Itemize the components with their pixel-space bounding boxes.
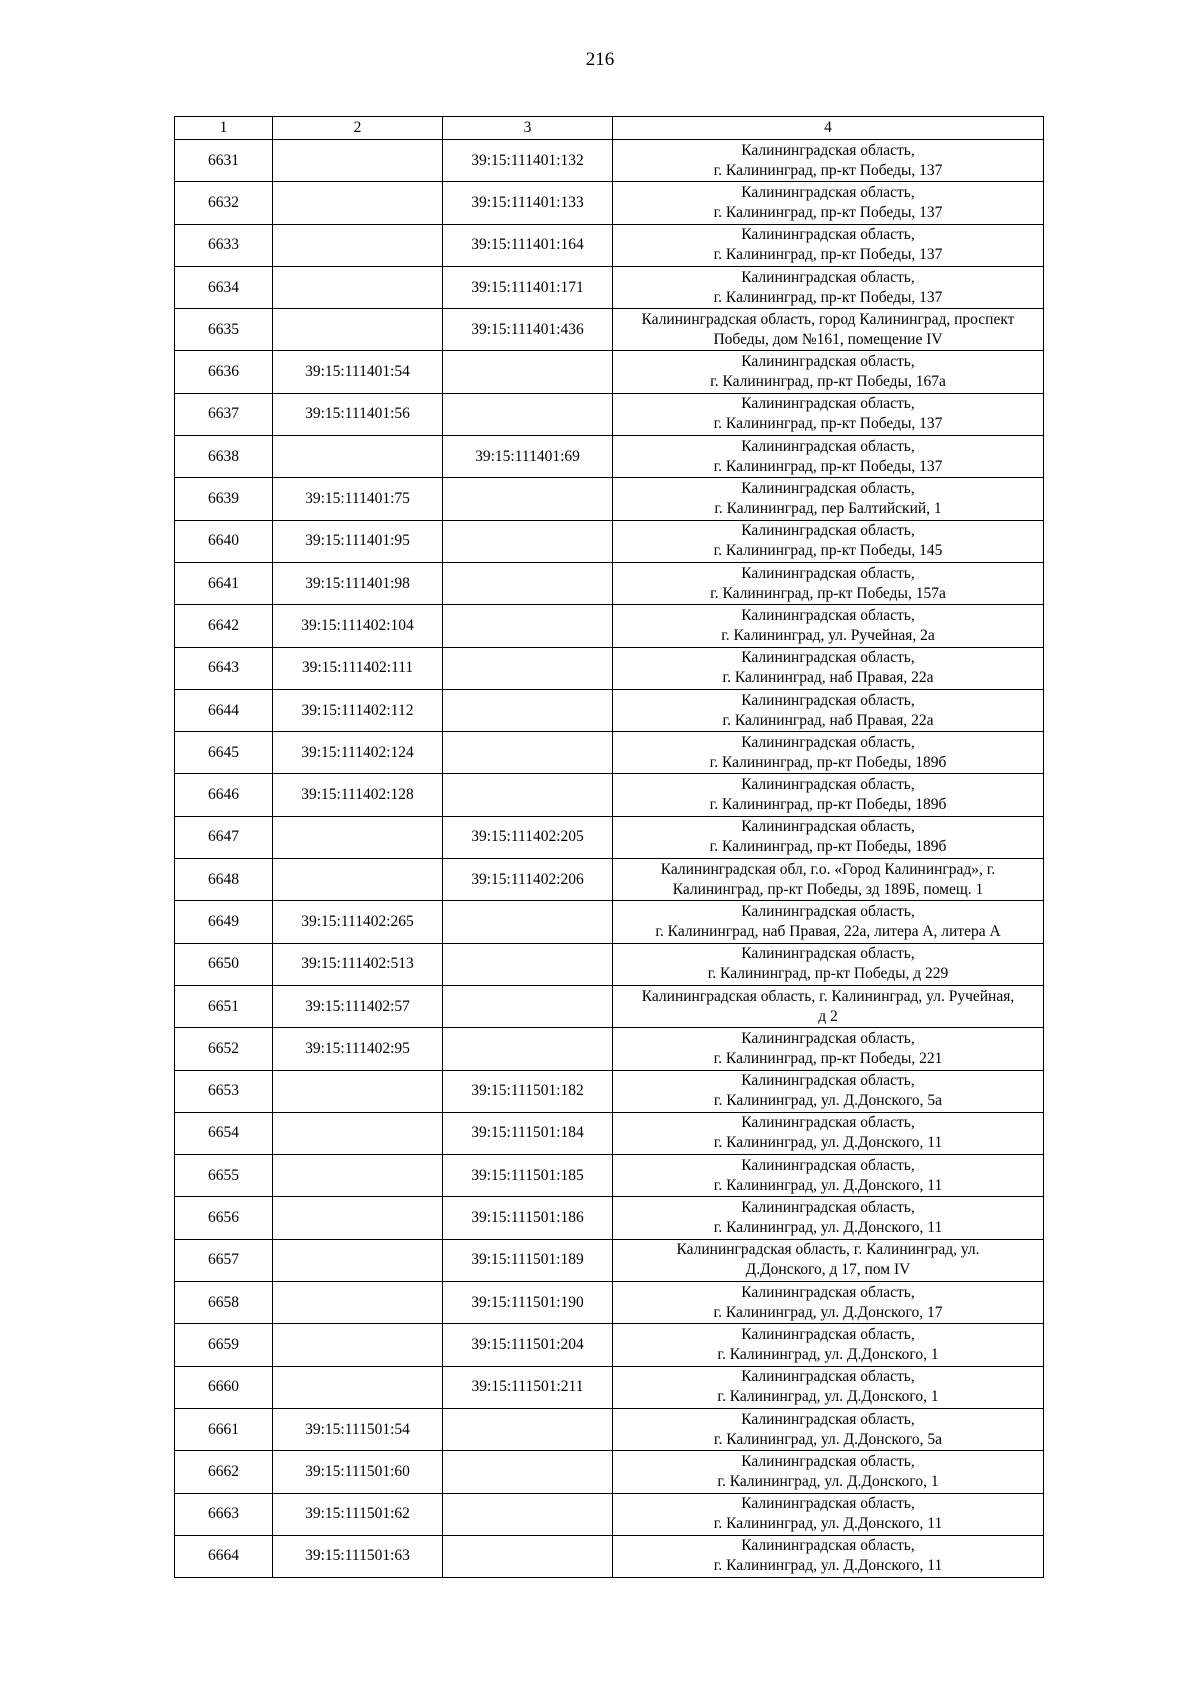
cadastral-number-col2-cell: [273, 1155, 443, 1197]
address-line: Калининградская область,: [741, 776, 915, 794]
cadastral-number-col3-cell: [443, 647, 613, 689]
address-line: Калининградская область,: [741, 268, 915, 286]
cadastral-number-col2-cell: [273, 1070, 443, 1112]
cadastral-number-col2-cell: 39:15:111501:60: [273, 1451, 443, 1493]
address-line: Калининградская область,: [741, 945, 915, 963]
table-header: [175, 117, 1044, 140]
table-row: [175, 1112, 1044, 1154]
cadastral-number-col2-cell: [273, 436, 443, 478]
cadastral-number-col2-cell: 39:15:111402:95: [273, 1028, 443, 1070]
cadastral-number-col3-cell: 39:15:111501:190: [443, 1282, 613, 1324]
cadastral-number-col2-cell: [273, 266, 443, 308]
cadastral-number-col2-cell: 39:15:111401:98: [273, 562, 443, 604]
address-line: Калининградская область,: [741, 353, 915, 371]
table-row: [175, 520, 1044, 562]
address-line: г. Калининград, пр-кт Победы, 137: [713, 415, 943, 433]
address-line: Калининградская область,: [741, 1325, 915, 1343]
row-number-cell: 6656: [175, 1197, 273, 1239]
row-number-cell: 6664: [175, 1535, 273, 1577]
row-number-cell: 6663: [175, 1493, 273, 1535]
cadastral-number-col3-cell: 39:15:111501:185: [443, 1155, 613, 1197]
table-row: [175, 182, 1044, 224]
cadastral-number-col3-cell: [443, 520, 613, 562]
address-cell: [613, 1366, 1044, 1408]
table-row: [175, 562, 1044, 604]
address-line: Калининградская область,: [741, 649, 915, 667]
address-cell: [613, 605, 1044, 647]
address-line: Калининградская область,: [741, 141, 915, 159]
row-number-cell: 6638: [175, 436, 273, 478]
table-row: [175, 393, 1044, 435]
row-number-cell: 6657: [175, 1239, 273, 1281]
address-line: г. Калининград, ул. Д.Донского, 11: [713, 1557, 943, 1575]
cadastral-number-col2-cell: [273, 1239, 443, 1281]
cadastral-number-col2-cell: [273, 182, 443, 224]
row-number-cell: 6655: [175, 1155, 273, 1197]
cadastral-number-col3-cell: 39:15:111401:164: [443, 224, 613, 266]
row-number-cell: 6644: [175, 689, 273, 731]
row-number-cell: 6654: [175, 1112, 273, 1154]
row-number-cell: 6661: [175, 1408, 273, 1450]
address-cell: [613, 224, 1044, 266]
address-line: Калининградская область,: [741, 1199, 915, 1217]
cadastral-number-col2-cell: 39:15:111501:62: [273, 1493, 443, 1535]
address-line: Калининградская область,: [741, 1410, 915, 1428]
table-row: [175, 859, 1044, 901]
table-row: [175, 1197, 1044, 1239]
address-cell: [613, 1197, 1044, 1239]
row-number-cell: 6647: [175, 816, 273, 858]
cadastral-number-col3-cell: 39:15:111402:205: [443, 816, 613, 858]
address-line: Калининградская область,: [741, 1072, 915, 1090]
address-line: Калининградская обл, г.о. «Город Калининград», г.: [660, 860, 996, 878]
cadastral-number-col2-cell: [273, 859, 443, 901]
address-cell: [613, 1112, 1044, 1154]
address-cell: [613, 901, 1044, 943]
cadastral-number-col2-cell: 39:15:111401:54: [273, 351, 443, 393]
cadastral-number-col3-cell: 39:15:111501:211: [443, 1366, 613, 1408]
table-row: [175, 1282, 1044, 1324]
address-line: Калининградская область, г. Калининград, ул.: [676, 1241, 980, 1259]
cadastral-number-col3-cell: [443, 393, 613, 435]
address-line: г. Калининград, ул. Д.Донского, 5а: [713, 1092, 943, 1110]
address-line: Калининградская область,: [741, 691, 915, 709]
table-row: [175, 1239, 1044, 1281]
table-row: [175, 140, 1044, 182]
address-line: г. Калининград, ул. Д.Донского, 1: [717, 1345, 939, 1363]
address-line: г. Калининград, наб Правая, 22а: [722, 711, 934, 729]
address-line: г. Калининград, пр-кт Победы, 167а: [710, 373, 946, 391]
address-line: г. Калининград, пр-кт Победы, 137: [713, 203, 943, 221]
row-number-cell: 6640: [175, 520, 273, 562]
address-cell: [613, 859, 1044, 901]
address-line: г. Калининград, пр-кт Победы, 145: [713, 542, 943, 560]
address-line: г. Калининград, ул. Д.Донского, 11: [713, 1134, 943, 1152]
cadastral-number-col2-cell: [273, 816, 443, 858]
cadastral-number-col2-cell: [273, 224, 443, 266]
address-cell: [613, 309, 1044, 351]
address-cell: [613, 1493, 1044, 1535]
address-cell: [613, 1028, 1044, 1070]
table-row: [175, 266, 1044, 308]
cadastral-number-col2-cell: 39:15:111402:111: [273, 647, 443, 689]
cadastral-number-col2-cell: 39:15:111402:124: [273, 732, 443, 774]
address-line: Калининград, пр-кт Победы, зд 189Б, помещ. 1: [672, 880, 984, 898]
address-cell: [613, 816, 1044, 858]
address-line: г. Калининград, ул. Ручейная, 2а: [721, 626, 935, 644]
table-row: [175, 647, 1044, 689]
address-line: г. Калининград, наб Правая, 22а: [722, 669, 934, 687]
address-line: Калининградская область,: [741, 733, 915, 751]
cadastral-number-col3-cell: 39:15:111401:436: [443, 309, 613, 351]
table-row: [175, 1155, 1044, 1197]
header-col-3: 3: [443, 117, 613, 140]
address-line: г. Калининград, ул. Д.Донского, 1: [717, 1388, 939, 1406]
table-row: [175, 224, 1044, 266]
address-line: г. Калининград, пр-кт Победы, 137: [713, 246, 943, 264]
cadastral-number-col2-cell: [273, 1366, 443, 1408]
address-line: Калининградская область,: [741, 1114, 915, 1132]
cadastral-number-col2-cell: 39:15:111501:54: [273, 1408, 443, 1450]
address-line: Калининградская область,: [741, 564, 915, 582]
cadastral-number-col3-cell: [443, 985, 613, 1027]
address-cell: [613, 1324, 1044, 1366]
address-line: г. Калининград, ул. Д.Донского, 11: [713, 1515, 943, 1533]
header-row: [175, 117, 1044, 140]
address-cell: [613, 351, 1044, 393]
registry-table: [174, 116, 1044, 1578]
cadastral-number-col3-cell: [443, 1451, 613, 1493]
cadastral-number-col2-cell: [273, 1324, 443, 1366]
address-line: г. Калининград, пр-кт Победы, 137: [713, 288, 943, 306]
cadastral-number-col2-cell: 39:15:111401:56: [273, 393, 443, 435]
address-line: Калининградская область,: [741, 1029, 915, 1047]
header-col-4: 4: [613, 117, 1044, 140]
table-row: [175, 816, 1044, 858]
row-number-cell: 6637: [175, 393, 273, 435]
cadastral-number-col2-cell: 39:15:111402:513: [273, 943, 443, 985]
address-cell: [613, 1155, 1044, 1197]
address-cell: [613, 1535, 1044, 1577]
row-number-cell: 6643: [175, 647, 273, 689]
address-line: Калининградская область,: [741, 395, 915, 413]
row-number-cell: 6635: [175, 309, 273, 351]
row-number-cell: 6662: [175, 1451, 273, 1493]
cadastral-number-col3-cell: [443, 478, 613, 520]
table-row: [175, 1535, 1044, 1577]
table-row: [175, 1493, 1044, 1535]
cadastral-number-col3-cell: [443, 901, 613, 943]
cadastral-number-col3-cell: [443, 1493, 613, 1535]
address-line: г. Калининград, пр-кт Победы, 189б: [709, 796, 947, 814]
table-row: [175, 732, 1044, 774]
address-line: г. Калининград, пер Балтийский, 1: [714, 500, 942, 518]
cadastral-number-col2-cell: 39:15:111402:128: [273, 774, 443, 816]
address-line: д 2: [818, 1007, 838, 1025]
table-row: [175, 351, 1044, 393]
header-col-1: 1: [175, 117, 273, 140]
address-line: г. Калининград, ул. Д.Донского, 11: [713, 1219, 943, 1237]
address-line: Калининградская область,: [741, 1537, 915, 1555]
address-cell: [613, 562, 1044, 604]
address-line: Калининградская область,: [741, 522, 915, 540]
address-line: г. Калининград, пр-кт Победы, 189б: [709, 838, 947, 856]
address-line: Калининградская область, город Калининград, проспект: [641, 310, 1015, 328]
cadastral-number-col3-cell: 39:15:111501:184: [443, 1112, 613, 1154]
cadastral-number-col2-cell: [273, 309, 443, 351]
cadastral-number-col3-cell: [443, 1535, 613, 1577]
table-body: [175, 140, 1044, 1578]
address-line: Калининградская область,: [741, 1368, 915, 1386]
address-line: Д.Донского, д 17, пом IV: [745, 1261, 911, 1279]
table-row: [175, 1324, 1044, 1366]
address-line: г. Калининград, ул. Д.Донского, 11: [713, 1176, 943, 1194]
address-cell: [613, 1239, 1044, 1281]
cadastral-number-col3-cell: [443, 1028, 613, 1070]
cadastral-number-col3-cell: [443, 732, 613, 774]
cadastral-number-col2-cell: [273, 1282, 443, 1324]
cadastral-number-col3-cell: [443, 689, 613, 731]
row-number-cell: 6631: [175, 140, 273, 182]
table-row: [175, 1366, 1044, 1408]
address-line: Калининградская область, г. Калининград, ул. Ручейная,: [641, 987, 1015, 1005]
table-row: [175, 309, 1044, 351]
cadastral-number-col3-cell: 39:15:111402:206: [443, 859, 613, 901]
address-line: Калининградская область,: [741, 1156, 915, 1174]
table-row: [175, 985, 1044, 1027]
address-line: Калининградская область,: [741, 606, 915, 624]
cadastral-number-col3-cell: [443, 605, 613, 647]
address-cell: [613, 140, 1044, 182]
cadastral-number-col3-cell: 39:15:111501:189: [443, 1239, 613, 1281]
address-cell: [613, 393, 1044, 435]
cadastral-number-col2-cell: 39:15:111402:112: [273, 689, 443, 731]
table-row: [175, 1070, 1044, 1112]
row-number-cell: 6641: [175, 562, 273, 604]
row-number-cell: 6658: [175, 1282, 273, 1324]
address-cell: [613, 1070, 1044, 1112]
address-line: г. Калининград, пр-кт Победы, 157а: [710, 584, 946, 602]
cadastral-number-col2-cell: 39:15:111402:265: [273, 901, 443, 943]
cadastral-number-col2-cell: [273, 140, 443, 182]
row-number-cell: 6636: [175, 351, 273, 393]
address-cell: [613, 1408, 1044, 1450]
row-number-cell: 6632: [175, 182, 273, 224]
address-line: Калининградская область,: [741, 1283, 915, 1301]
cadastral-number-col3-cell: 39:15:111501:182: [443, 1070, 613, 1112]
address-cell: [613, 1451, 1044, 1493]
address-line: г. Калининград, пр-кт Победы, 189б: [709, 753, 947, 771]
address-cell: [613, 182, 1044, 224]
address-cell: [613, 647, 1044, 689]
address-line: Победы, дом №161, помещение IV: [713, 330, 943, 348]
row-number-cell: 6653: [175, 1070, 273, 1112]
address-line: Калининградская область,: [741, 226, 915, 244]
page-number: 216: [585, 49, 615, 70]
address-cell: [613, 478, 1044, 520]
table-row: [175, 1408, 1044, 1450]
table-row: [175, 774, 1044, 816]
row-number-cell: 6645: [175, 732, 273, 774]
address-cell: [613, 1282, 1044, 1324]
cadastral-number-col3-cell: [443, 351, 613, 393]
row-number-cell: 6649: [175, 901, 273, 943]
cadastral-number-col2-cell: [273, 1197, 443, 1239]
cadastral-number-col3-cell: [443, 774, 613, 816]
address-cell: [613, 266, 1044, 308]
address-cell: [613, 689, 1044, 731]
cadastral-number-col3-cell: [443, 943, 613, 985]
cadastral-number-col2-cell: 39:15:111401:95: [273, 520, 443, 562]
cadastral-number-col3-cell: 39:15:111401:132: [443, 140, 613, 182]
address-cell: [613, 732, 1044, 774]
cadastral-number-col3-cell: [443, 1408, 613, 1450]
address-line: г. Калининград, пр-кт Победы, 221: [713, 1049, 943, 1067]
row-number-cell: 6659: [175, 1324, 273, 1366]
address-line: Калининградская область,: [741, 1495, 915, 1513]
row-number-cell: 6642: [175, 605, 273, 647]
address-line: г. Калининград, пр-кт Победы, д 229: [707, 965, 949, 983]
cadastral-number-col3-cell: [443, 562, 613, 604]
row-number-cell: 6633: [175, 224, 273, 266]
row-number-cell: 6650: [175, 943, 273, 985]
row-number-cell: 6634: [175, 266, 273, 308]
header-col-2: 2: [273, 117, 443, 140]
address-cell: [613, 943, 1044, 985]
table-row: [175, 478, 1044, 520]
cadastral-number-col3-cell: 39:15:111401:133: [443, 182, 613, 224]
cadastral-number-col3-cell: 39:15:111501:204: [443, 1324, 613, 1366]
row-number-cell: 6652: [175, 1028, 273, 1070]
cadastral-number-col3-cell: 39:15:111401:171: [443, 266, 613, 308]
address-line: г. Калининград, ул. Д.Донского, 5а: [713, 1430, 943, 1448]
table-row: [175, 436, 1044, 478]
address-line: Калининградская область,: [741, 1452, 915, 1470]
table-row: [175, 689, 1044, 731]
row-number-cell: 6660: [175, 1366, 273, 1408]
address-line: г. Калининград, наб Правая, 22а, литера А, литера А: [655, 922, 1001, 940]
address-line: Калининградская область,: [741, 902, 915, 920]
row-number-cell: 6651: [175, 985, 273, 1027]
address-line: г. Калининград, ул. Д.Донского, 17: [713, 1303, 943, 1321]
address-cell: [613, 436, 1044, 478]
address-line: г. Калининград, ул. Д.Донского, 1: [717, 1472, 939, 1490]
cadastral-number-col2-cell: 39:15:111401:75: [273, 478, 443, 520]
table-row: [175, 1028, 1044, 1070]
cadastral-number-col2-cell: 39:15:111402:104: [273, 605, 443, 647]
address-line: г. Калининград, пр-кт Победы, 137: [713, 161, 943, 179]
address-cell: [613, 985, 1044, 1027]
row-number-cell: 6639: [175, 478, 273, 520]
table-row: [175, 901, 1044, 943]
address-line: Калининградская область,: [741, 818, 915, 836]
cadastral-number-col2-cell: [273, 1112, 443, 1154]
cadastral-number-col3-cell: 39:15:111501:186: [443, 1197, 613, 1239]
table-row: [175, 943, 1044, 985]
address-cell: [613, 520, 1044, 562]
table-row: [175, 605, 1044, 647]
address-line: Калининградская область,: [741, 183, 915, 201]
address-line: Калининградская область,: [741, 437, 915, 455]
address-line: Калининградская область,: [741, 480, 915, 498]
cadastral-number-col3-cell: 39:15:111401:69: [443, 436, 613, 478]
row-number-cell: 6648: [175, 859, 273, 901]
cadastral-number-col2-cell: 39:15:111501:63: [273, 1535, 443, 1577]
row-number-cell: 6646: [175, 774, 273, 816]
table-row: [175, 1451, 1044, 1493]
address-line: г. Калининград, пр-кт Победы, 137: [713, 457, 943, 475]
address-cell: [613, 774, 1044, 816]
cadastral-number-col2-cell: 39:15:111402:57: [273, 985, 443, 1027]
